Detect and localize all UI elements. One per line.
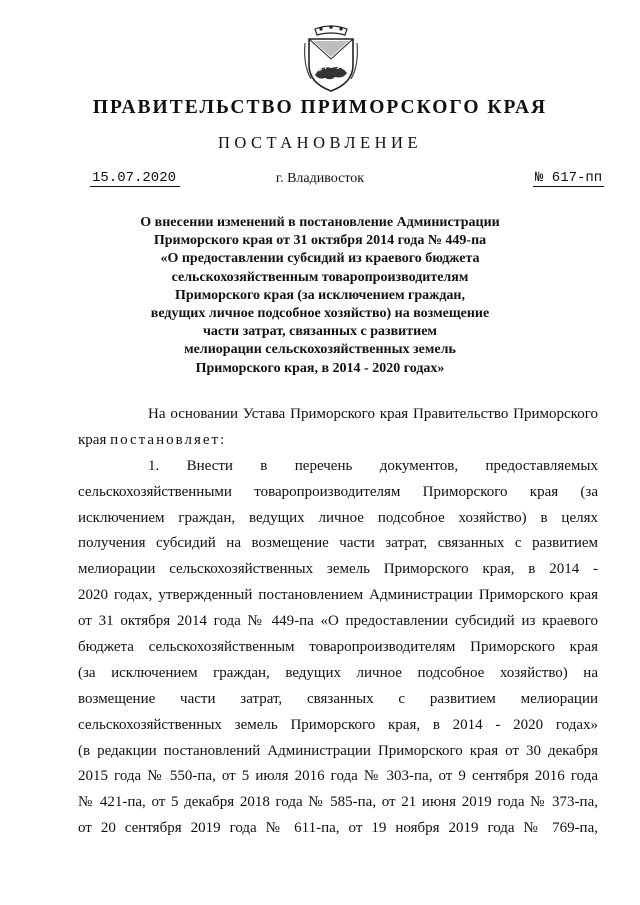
heading-line: «О предоставлении субсидий из краевого бюджета	[160, 251, 480, 267]
paragraph-line: от 31 октября 2014 года № 449-па «О предоставлении субсидий из краевого	[78, 613, 598, 630]
document-place: г. Владивосток	[275, 171, 365, 186]
heading-line: Приморского края, в 2014 - 2020 годах»	[195, 360, 445, 376]
preamble-line	[78, 428, 598, 454]
heading-line: Приморского края от 31 октября 2014 года № 449-па	[153, 233, 487, 249]
document-heading	[100, 214, 540, 378]
paragraph-line: сельскохозяйственными товаропроизводителям Приморского края (за	[78, 483, 598, 500]
heading-line: части затрат, связанных с развитием	[203, 324, 437, 340]
document-number: № 617-пп	[535, 170, 603, 186]
resolution-keyword: постановляет:	[110, 431, 227, 448]
paragraph-line: бюджета сельскохозяйственным товаропроизводителям Приморского края	[78, 639, 598, 656]
document-type: ПОСТАНОВЛЕНИЕ	[217, 133, 423, 152]
paragraph-line: получения субсидий на возмещение части затрат, связанных с развитием	[78, 535, 598, 552]
heading-line: Приморского края (за исключением граждан,	[174, 287, 465, 303]
government-title: ПРАВИТЕЛЬСТВО ПРИМОРСКОГО КРАЯ	[92, 97, 548, 118]
paragraph-line: (в редакции постановлений Администрации Приморского края от 30 декабря	[78, 742, 598, 759]
paragraph-line: сельскохозяйственных земель Приморского края, в 2014 - 2020 годах»	[78, 716, 598, 733]
paragraph-line: мелиорации сельскохозяйственных земель Приморского края, в 2014 -	[78, 561, 598, 578]
paragraph-line: 1. Внести в перечень документов, предоставляемых	[148, 457, 598, 474]
paragraph-line: 2015 года № 550-па, от 5 июля 2016 года № 303-па, от 9 сентября 2016 года	[78, 768, 598, 785]
paragraph-line: от 20 сентября 2019 года № 611-па, от 19 ноября 2019 года № 769-па,	[78, 820, 598, 837]
heading-line: О внесении изменений в постановление Администрации	[140, 215, 500, 230]
paragraph-line: 2020 годах, утвержденный постановлением Администрации Приморского края	[78, 587, 598, 604]
heading-line: сельскохозяйственным товаропроизводителям	[171, 269, 469, 285]
paragraph-line: возмещение части затрат, связанных с развитием мелиорации	[78, 690, 598, 707]
preamble-line: На основании Устава Приморского края Правительство Приморского	[148, 406, 598, 422]
preamble-text: края	[78, 431, 111, 448]
paragraph-line: (за исключением граждан, ведущих личное подсобное хозяйство) на	[78, 664, 598, 681]
document-date: 15.07.2020	[90, 170, 180, 187]
heading-line: ведущих личное подсобное хозяйство) на возмещение	[150, 306, 490, 322]
coat-of-arms-icon	[301, 25, 361, 93]
document-body	[78, 402, 598, 842]
paragraph-line: исключением граждан, ведущих личное подсобное хозяйство) в целях	[78, 509, 598, 526]
heading-line: мелиорации сельскохозяйственных земель	[184, 342, 456, 358]
paragraph-line: № 421-па, от 5 декабря 2018 года № 585-па, от 21 июня 2019 года № 373-па,	[78, 794, 598, 811]
